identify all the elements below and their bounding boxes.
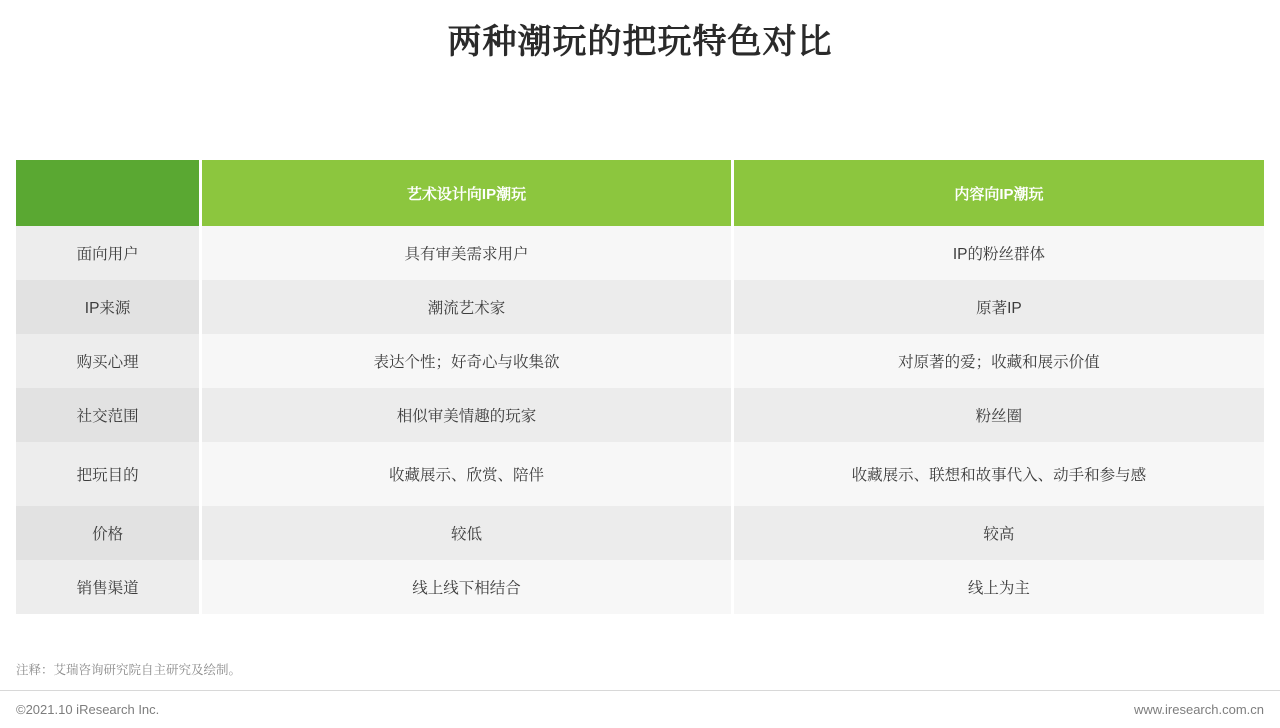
- table-row: [16, 226, 1264, 280]
- row-value-content: 原著IP: [732, 280, 1264, 334]
- row-value-art: 潮流艺术家: [201, 280, 733, 334]
- table-body: [16, 226, 1264, 614]
- row-label: 社交范围: [16, 388, 201, 442]
- table-row: [16, 506, 1264, 560]
- row-label: 把玩目的: [16, 442, 201, 506]
- table-header-corner: [16, 160, 201, 226]
- comparison-table-container: [16, 160, 1264, 614]
- table-row: [16, 442, 1264, 506]
- row-value-content: 粉丝圈: [732, 388, 1264, 442]
- table-row: [16, 280, 1264, 334]
- page-footer: [0, 690, 1280, 728]
- page-title: 两种潮玩的把玩特色对比: [447, 23, 833, 61]
- table-row: [16, 388, 1264, 442]
- row-label: 面向用户: [16, 226, 201, 280]
- table-header-row: [16, 160, 1264, 226]
- row-value-art: 线上线下相结合: [201, 560, 733, 614]
- table-header: [16, 160, 1264, 226]
- footer-url: www.iresearch.com.cn: [1133, 702, 1264, 717]
- row-label: 价格: [16, 506, 201, 560]
- row-label: 购买心理: [16, 334, 201, 388]
- table-header-art-ip: 艺术设计向IP潮玩: [201, 160, 733, 226]
- table-row: [16, 560, 1264, 614]
- row-value-content: 对原著的爱；收藏和展示价值: [732, 334, 1264, 388]
- row-label: IP来源: [16, 280, 201, 334]
- row-value-art: 表达个性；好奇心与收集欲: [201, 334, 733, 388]
- row-value-content: IP的粉丝群体: [732, 226, 1264, 280]
- row-value-art: 较低: [201, 506, 733, 560]
- footer-copyright: ©2021.10 iResearch Inc.: [16, 702, 160, 717]
- table-header-content-ip: 内容向IP潮玩: [732, 160, 1264, 226]
- table-row: [16, 334, 1264, 388]
- comparison-table: [16, 160, 1264, 614]
- row-value-content: 收藏展示、联想和故事代入、动手和参与感: [732, 442, 1264, 506]
- row-value-art: 相似审美情趣的玩家: [201, 388, 733, 442]
- row-label: 销售渠道: [16, 560, 201, 614]
- row-value-content: 较高: [732, 506, 1264, 560]
- row-value-art: 具有审美需求用户: [201, 226, 733, 280]
- row-value-art: 收藏展示、欣赏、陪伴: [201, 442, 733, 506]
- source-note: 注释：艾瑞咨询研究院自主研究及绘制。: [16, 663, 242, 677]
- row-value-content: 线上为主: [732, 560, 1264, 614]
